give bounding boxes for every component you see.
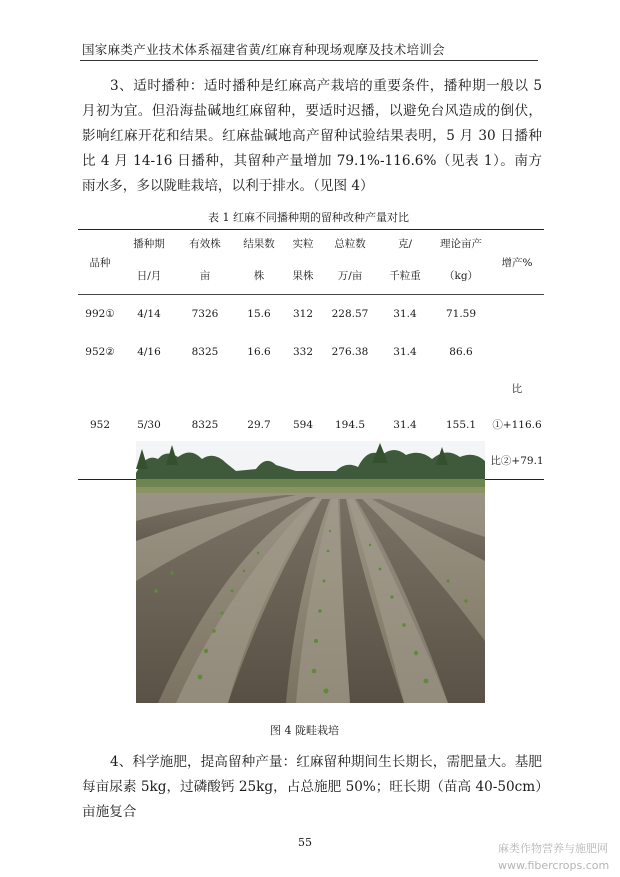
header-effective-plants: 有效株 — [176, 230, 234, 257]
section-3-paragraph — [82, 74, 542, 199]
header-total-grains: 总粒数 — [322, 230, 378, 257]
page-header: 国家麻类产业技术体系福建省黄/红麻育种现场观摩及技术培训会 — [82, 42, 445, 57]
header-fruits: 结果数 — [234, 230, 284, 257]
figure-caption: 图 4 陇畦栽培 — [270, 724, 339, 737]
header-yield-unit: （kg） — [443, 269, 479, 282]
watermark-line-1: 麻类作物营养与施肥网 — [498, 842, 608, 855]
table-title: 表 1 红麻不同播种期的留种改种产量对比 — [208, 211, 409, 224]
section-4-paragraph — [82, 750, 542, 825]
increase-cell — [490, 371, 544, 480]
header-yield: 理论亩产 — [432, 230, 490, 257]
header-variety: 品种 — [78, 230, 122, 295]
table-row: 952 5/30 8325 29.7 594 194.5 31.4 155.1 比①+116.6 比②+79.1 — [78, 371, 544, 480]
table-row: 992① 4/14 7326 15.6 312 228.57 31.4 71.59 — [78, 295, 544, 334]
watermark-line-2: www.fibercrops.com — [498, 859, 610, 872]
header-increase: 增产% — [490, 230, 544, 295]
section-4-text: 4、科学施肥，提高留种产量：红麻留种期间生长期长，需肥量大。基肥每亩尿素 5kg，过磷酸钙 25kg，占总施肥 50%；旺长期（苗高 40-50cm）亩施复合 — [82, 754, 542, 820]
table-row: 952② 4/16 8325 16.6 332 276.38 31.4 86.6 — [85, 346, 473, 358]
increase-vs-1: 比①+116.6 — [492, 383, 542, 431]
header-grain-weight: 克/ — [378, 230, 432, 257]
header-solid-grains-unit: 果株 — [292, 269, 314, 282]
header-total-grains-unit: 万/亩 — [337, 269, 363, 282]
header-solid-grains: 实粒 — [284, 230, 322, 257]
header-rule — [80, 60, 538, 61]
header-effective-plants-unit: 亩 — [199, 269, 211, 282]
header-fruits-unit: 株 — [253, 269, 265, 282]
ridge-cultivation-image — [136, 441, 485, 703]
page-number: 55 — [298, 836, 312, 849]
field-ridge-photo — [136, 441, 485, 703]
increase-vs-2: 比②+79.1 — [490, 455, 544, 467]
site-watermark — [498, 840, 609, 874]
section-3-text: 3、适时播种：适时播种是红麻高产栽培的重要条件，播种期一般以 5 月初为宜。但沿海盐碱地红麻留种，要适时迟播，以避免台风造成的倒伏，影响红麻开花和结果。红麻盐碱地高产留种试验结果表明，5 月 30 日播种比 4 月 14-16 日播种，其留种产量增加 79.1%-116.6%（见表 1）。南方雨水多，多以陇畦栽培，以利于排水。（见图 4） — [82, 78, 542, 194]
header-sow-date-unit: 日/月 — [136, 269, 162, 282]
header-grain-weight-unit: 千粒重 — [389, 269, 421, 282]
header-sow-date: 播种期 — [122, 230, 176, 257]
